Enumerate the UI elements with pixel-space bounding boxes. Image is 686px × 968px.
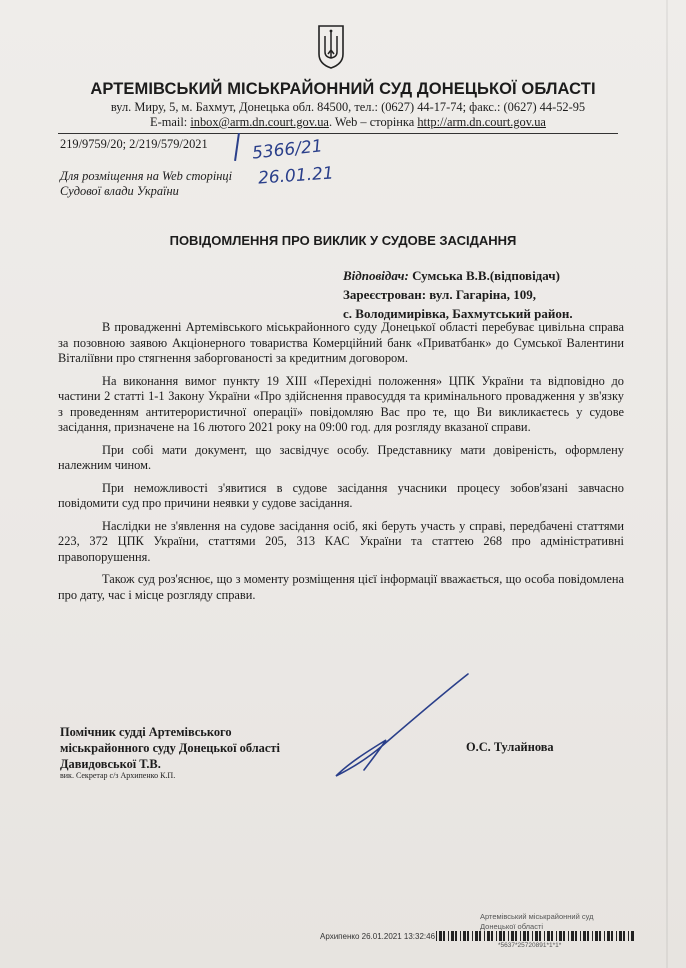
- web-label: . Web – сторінка: [328, 115, 418, 129]
- addressee-registered: Зареєстрован: вул. Гагаріна, 109,: [343, 287, 536, 302]
- body-paragraph: При собі мати документ, що засвідчує особу. Представнику мати довіреність, оформлену належним чином.: [58, 442, 624, 472]
- signatory-name: О.С. Тулайнова: [466, 740, 554, 754]
- addressee-label: Відповідач:: [343, 268, 409, 283]
- handwritten-date: 26.01.21: [257, 163, 335, 189]
- body-paragraph: В провадженні Артемівського міськрайонного суду Донецької області перебуває цивільна справа за позовною заявою Акціонерного товариства Комерційний банк «Приватбанк» до Сумської Валентини Віталіївни про стягнення заборгованості за кредитним договором.: [58, 320, 624, 365]
- handwritten-mark: [234, 133, 240, 161]
- web-placement-note: [60, 169, 232, 199]
- registration-stamp-org: [480, 912, 594, 932]
- handwritten-reg-number: 5366/21: [251, 136, 324, 164]
- barcode-icon: [436, 931, 634, 941]
- case-number: 219/9759/20; 2/219/579/2021: [60, 137, 208, 151]
- addressee-line: [343, 266, 573, 285]
- header-divider: [58, 133, 618, 134]
- signatory-judge: Давидовської Т.В.: [60, 757, 161, 771]
- document-title: ПОВІДОМЛЕННЯ ПРО ВИКЛИК У СУДОВЕ ЗАСІДАННЯ: [169, 233, 517, 248]
- paper-crease: [666, 0, 668, 968]
- signatory-block: [60, 724, 280, 772]
- stamp-org-line2: Донецької області: [480, 922, 544, 931]
- body-paragraph: При неможливості з'явитися в судове засідання учасники процесу зобов'язані завчасно повідомити суд про причини неявки у судове засідання.: [58, 480, 624, 510]
- body-paragraph: На виконання вимог пункту 19 XIII «Перехідні положення» ЦПК України та відповідно до частини 2 статті 1-1 Закону України «Про здійснення правосуддя та кримінального провадження у зв'язку з проведенням антитерористичної операції» повідомляю Вас про те, що Ви викликаєтесь у судове засідання, призначене на 16 лютого 2021 року на 09:00 год. для розгляду вказаної справи.: [58, 373, 624, 434]
- addressee-locality: с. Володимирівка, Бахмутський район.: [343, 306, 573, 321]
- addressee-name: Сумська В.В.(відповідач): [408, 268, 560, 283]
- registration-stamp: Архипенко 26.01.2021 13:32:46: [320, 932, 436, 941]
- court-contacts: [58, 100, 638, 130]
- executor-note: вик. Секретар с/з Архипенко К.П.: [60, 771, 176, 780]
- signatory-court: міськрайонного суду Донецької області: [60, 741, 280, 755]
- addressee-block: [343, 266, 573, 323]
- court-name: АРТЕМІВСЬКИЙ МІСЬКРАЙОННИЙ СУД ДОНЕЦЬКОЇ ОБЛАСТІ: [90, 80, 596, 98]
- coat-of-arms-icon: [316, 24, 346, 70]
- web-note-line2: Судової влади України: [60, 184, 179, 198]
- body-paragraph: Також суд роз'яснює, що з моменту розміщення цієї інформації вважається, що особа повідомлена про дату, час і місце розгляду справи.: [58, 572, 624, 602]
- email-link[interactable]: inbox@arm.dn.court.gov.ua: [190, 115, 329, 129]
- web-note-line1: Для розміщення на Web сторінці: [60, 169, 233, 183]
- stamp-org-line1: Артемівський міськрайонний суд: [480, 912, 594, 921]
- signatory-position: Помічник судді Артемівського: [60, 725, 232, 739]
- handwritten-signature: [330, 670, 470, 780]
- court-email-web: [58, 115, 638, 130]
- email-label: E-mail:: [150, 115, 191, 129]
- notice-body: [58, 320, 624, 610]
- barcode-number: *5637*25720891*1*1*: [498, 942, 562, 949]
- body-paragraph: Наслідки не з'явлення на судове засідання осіб, які беруть участь у справі, передбачені статтями 223, 372 ЦПК України, статтями 205, 313 КАС України та статтею 268 про адміністративні правопорушення.: [58, 518, 624, 564]
- web-link[interactable]: http://arm.dn.court.gov.ua: [417, 115, 546, 129]
- court-address: вул. Миру, 5, м. Бахмут, Донецька обл. 84500, тел.: (0627) 44-17-74; факс.: (0627) 44-52-95: [110, 100, 586, 114]
